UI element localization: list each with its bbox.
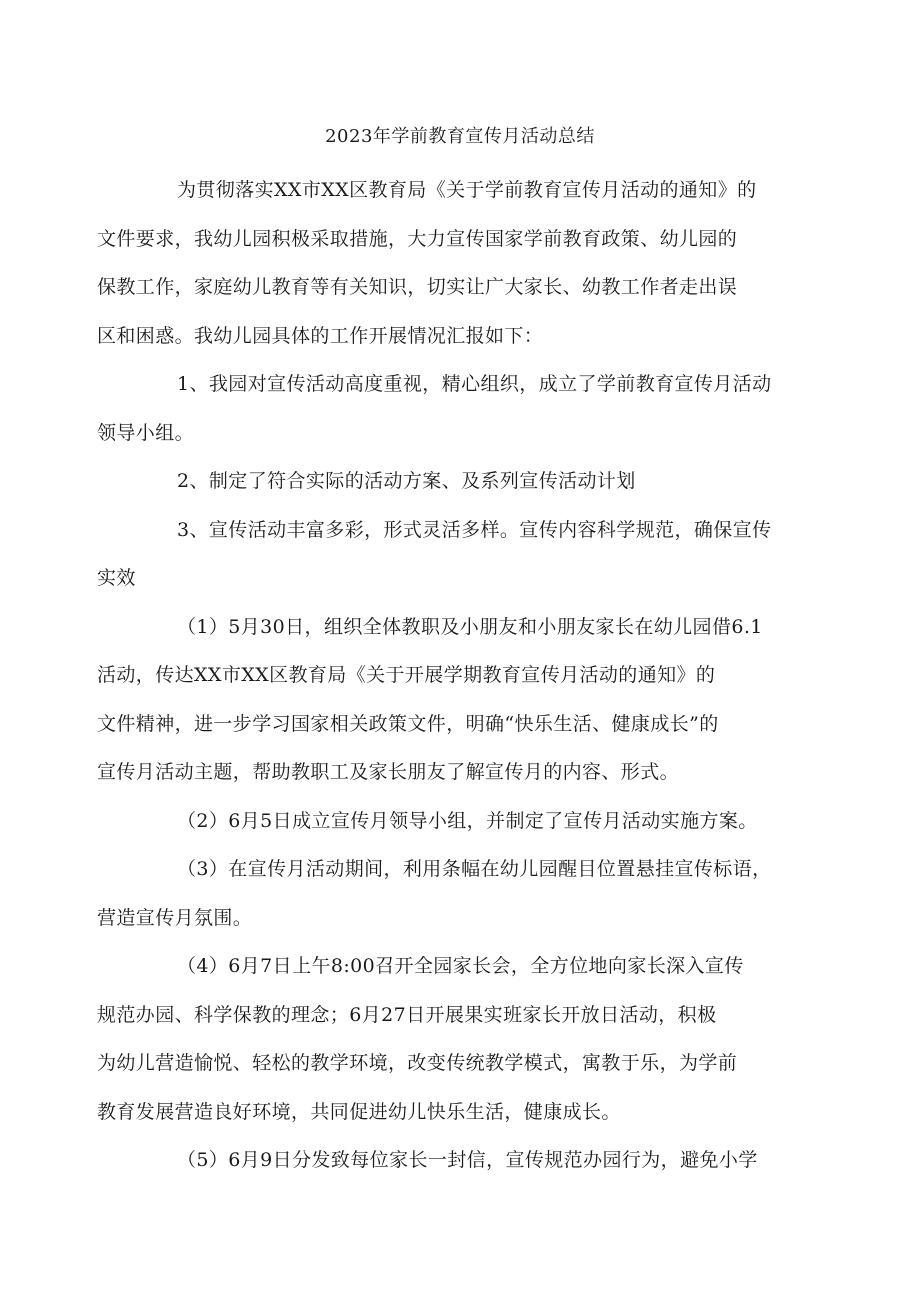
text-line: （3）在宣传月活动期间，利用条幅在幼儿园醒目位置悬挂宣传标语，	[177, 858, 772, 880]
text-line: 宣传月活动主题，帮助教职工及家长朋友了解宣传月的内容、形式。	[97, 761, 680, 783]
text-line: 为贯彻落实XX市XX区教育局《关于学前教育宣传月活动的通知》的	[177, 179, 757, 201]
text-line: （1）5月30日，组织全体教职及小朋友和小朋友家长在幼儿园借6.1	[177, 615, 763, 638]
paragraph-item-1	[97, 360, 797, 457]
text-line: 实效	[97, 567, 136, 589]
text-line: 文件要求，我幼儿园积极采取措施，大力宣传国家学前教育政策、幼儿园的	[97, 227, 738, 250]
text-line: 营造宣传月氛围。	[97, 906, 253, 929]
document-body	[97, 166, 797, 1185]
text-line: 2、制定了符合实际的活动方案、及系列宣传活动计划	[177, 470, 636, 492]
text-line: 文件精神，进一步学习国家相关政策文件，明确“快乐生活、健康成长”的	[97, 712, 719, 735]
paragraph-sub-1	[97, 603, 797, 797]
text-line: （2）6月5日成立宣传月领导小组，并制定了宣传月活动实施方案。	[177, 809, 758, 832]
text-line: 活动，传达XX市XX区教育局《关于开展学期教育宣传月活动的通知》的	[97, 664, 716, 686]
paragraph-item-2	[137, 457, 797, 506]
text-line: 为幼儿营造愉悦、轻松的教学环境，改变传统教学模式，寓教于乐，为学前	[97, 1052, 738, 1074]
text-line: 保教工作，家庭幼儿教育等有关知识，切实让广大家长、幼教工作者走出误	[97, 276, 738, 298]
text-line: （4）6月7日上午8:00召开全园家长会，全方位地向家长深入宣传	[177, 955, 744, 977]
paragraph-sub-4	[97, 942, 797, 1136]
text-line: 规范办园、科学保教的理念；6月27日开展果实班家长开放日活动，积极	[97, 1003, 717, 1026]
paragraph-item-3	[97, 506, 797, 603]
paragraph-intro	[97, 166, 797, 360]
paragraph-sub-3	[97, 845, 797, 942]
text-line: 教育发展营造良好环境，共同促进幼儿快乐生活，健康成长。	[97, 1100, 621, 1123]
text-line: （5）6月9日分发致每位家长一封信，宣传规范办园行为，避免小学	[177, 1149, 758, 1171]
text-line: 领导小组。	[97, 421, 195, 444]
document-title: 2023年学前教育宣传月活动总结	[325, 126, 595, 147]
text-line: 区和困惑。我幼儿园具体的工作开展情况汇报如下：	[97, 324, 544, 347]
text-line: 1、我园对宣传活动高度重视，精心组织，成立了学前教育宣传月活动	[177, 373, 772, 395]
text-line: 3、宣传活动丰富多彩，形式灵活多样。宣传内容科学规范，确保宣传	[177, 518, 772, 541]
paragraph-sub-2	[137, 797, 797, 846]
paragraph-sub-5	[137, 1136, 797, 1185]
